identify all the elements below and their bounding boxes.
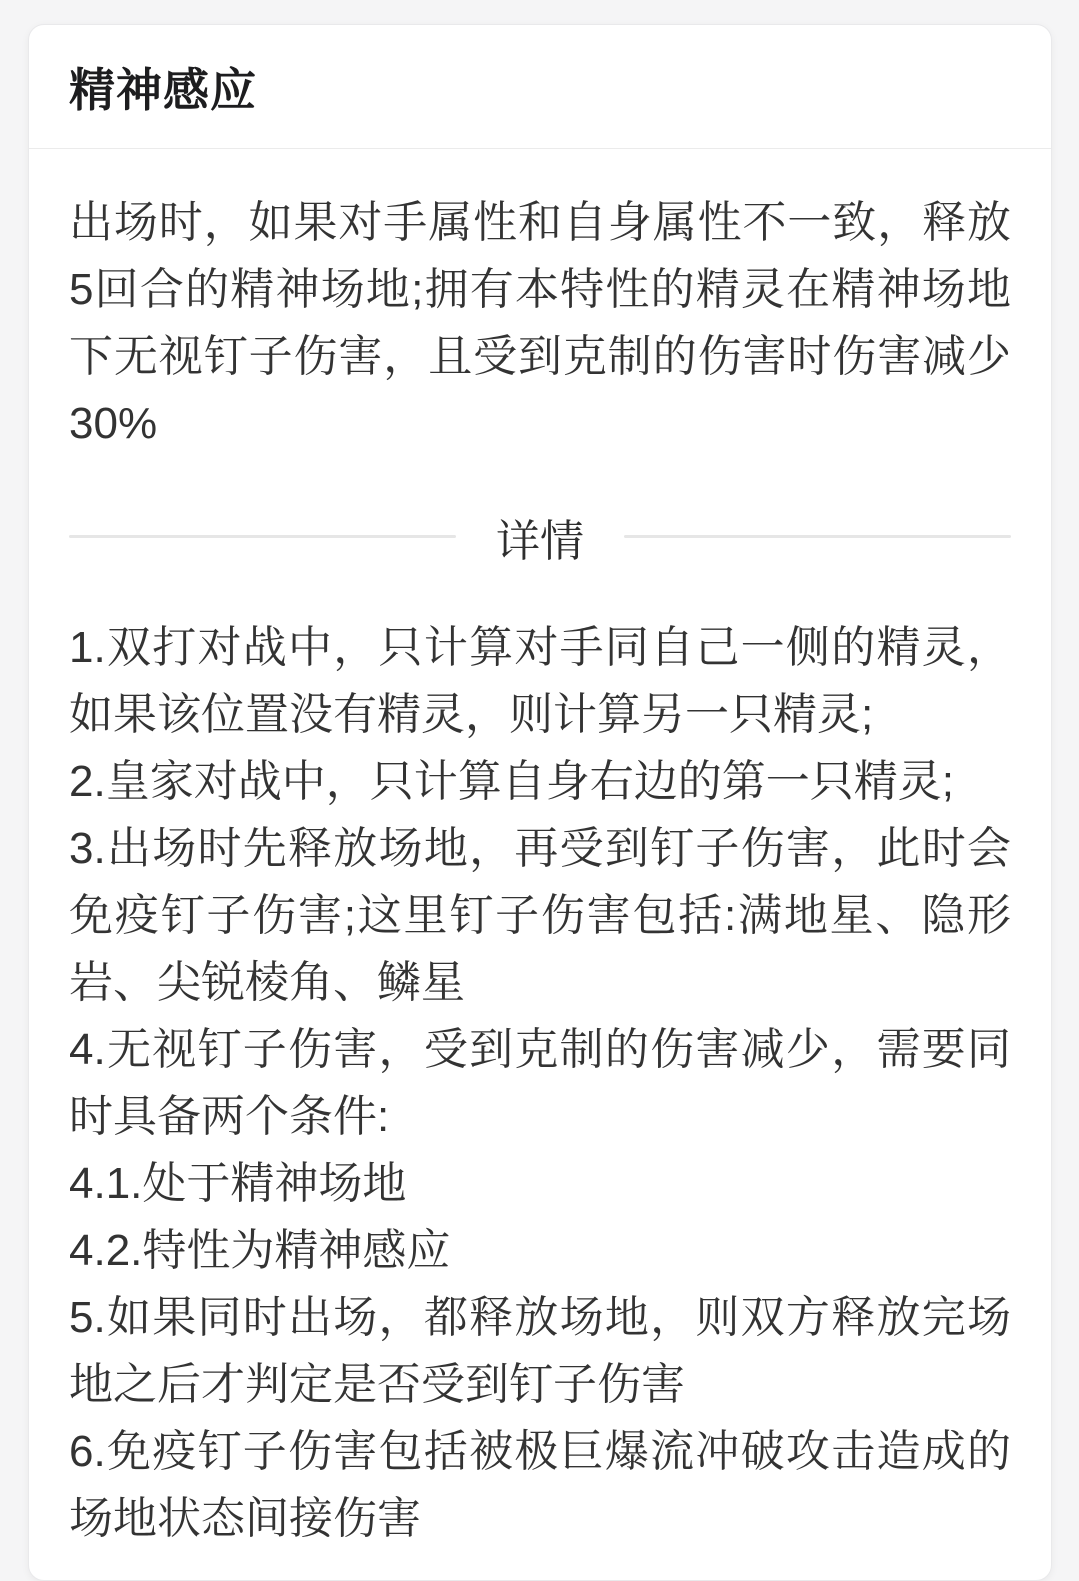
page-title: 精神感应	[69, 63, 257, 116]
divider-line-right	[624, 535, 1011, 538]
divider-line-left	[69, 535, 456, 538]
ability-detail-card	[28, 24, 1052, 1581]
card-header	[29, 25, 1051, 149]
detail-item-3: 3.出场时先释放场地，再受到钉子伤害，此时会免疫钉子伤害;这里钉子伤害包括:满地星、隐形岩、尖锐棱角、鳞星	[69, 824, 1011, 1007]
detail-item-4: 4.无视钉子伤害，受到克制的伤害减少，需要同时具备两个条件:	[69, 1025, 1011, 1141]
detail-item-4-2: 4.2.特性为精神感应	[69, 1226, 451, 1275]
details-list	[69, 614, 1011, 1552]
detail-item-5: 5.如果同时出场，都释放场地，则双方释放完场地之后才判定是否受到钉子伤害	[69, 1293, 1011, 1409]
ability-description: 出场时，如果对手属性和自身属性不一致，释放5回合的精神场地;拥有本特性的精灵在精神场地下无视钉子伤害，且受到克制的伤害时伤害减少30%	[69, 198, 1011, 448]
details-section-divider	[69, 503, 1011, 570]
details-section-label: 详情	[496, 516, 584, 566]
card-body	[29, 149, 1051, 1580]
detail-item-1: 1.双打对战中，只计算对手同自己一侧的精灵，如果该位置没有精灵，则计算另一只精灵;	[69, 623, 1011, 739]
detail-item-6: 6.免疫钉子伤害包括被极巨爆流冲破攻击造成的场地状态间接伤害	[69, 1427, 1011, 1543]
detail-item-4-1: 4.1.处于精神场地	[69, 1159, 407, 1208]
detail-item-2: 2.皇家对战中，只计算自身右边的第一只精灵;	[69, 757, 954, 806]
